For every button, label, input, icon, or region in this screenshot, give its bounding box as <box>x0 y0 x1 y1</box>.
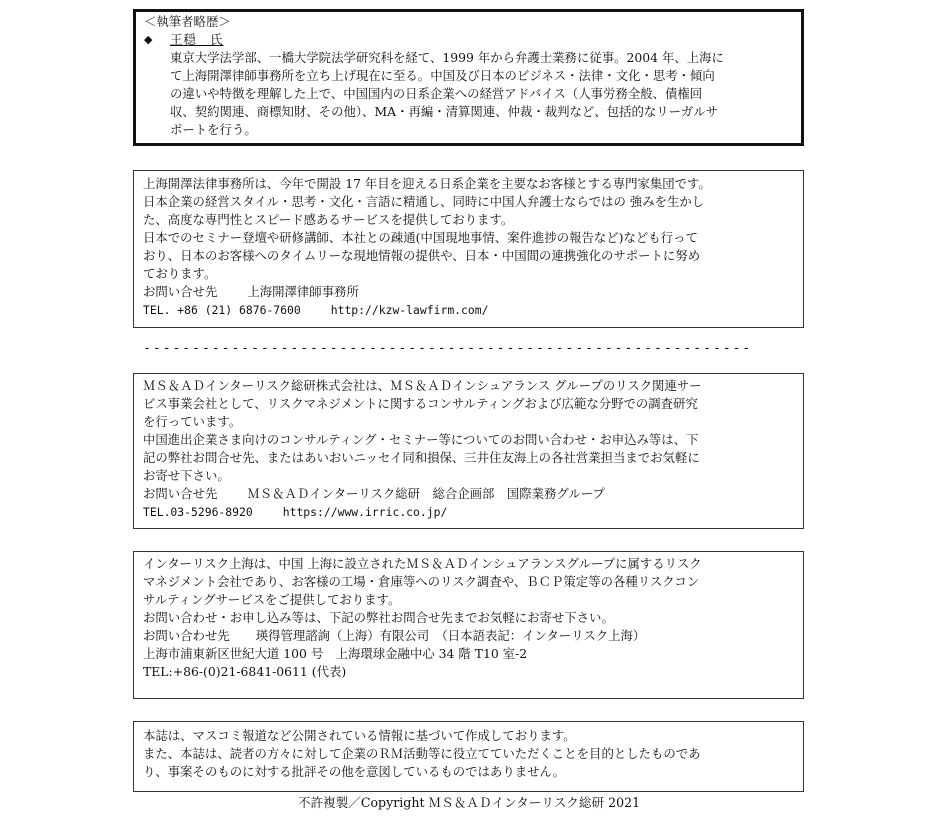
irric-url-link[interactable]: https://www.irric.co.jp/ <box>282 505 448 519</box>
irric-text-line: を行っています。 <box>143 414 242 429</box>
irs-contact-label: お問い合わせ先 <box>143 628 230 643</box>
kzw-contact-label: お問い合せ先 <box>143 284 218 299</box>
irs-text-line: サルティングサービスをご提供しております。 <box>143 592 401 607</box>
copyright-footer: 不許複製／Copyright ＭＳ＆ＡＤインターリスク総研 2021 <box>297 795 641 810</box>
dashed-divider: -------------------------------------------------------------- <box>143 343 753 355</box>
irric-tel: TEL.03-5296-8920 <box>143 505 253 519</box>
kzw-tel: TEL. +86 (21) 6876-7600 <box>143 303 301 317</box>
irric-text-line: ＭＳ＆ＡＤインターリスク総研株式会社は、ＭＳ＆ＡＤインシュアランス グループのリスク関連サー <box>143 378 702 393</box>
kzw-text-line: 日本でのセミナー登壇や研修講師、本社との疎通(中国現地事情、案件進捗の報告など)なども行って <box>143 230 698 245</box>
irs-contact <box>143 627 803 645</box>
disclaimer-line: また、本誌は、読者の方々に対して企業のＲＭ活動等に役立てていただくことを目的としたものであ <box>143 746 701 761</box>
irs-tel: TEL:+86-(0)21-6841-0611 (代表) <box>143 664 347 679</box>
diamond-bullet-icon: ◆ <box>144 33 153 46</box>
irs-contact-name: 瑛得管理諮詢（上海）有限公司 （日本語表記：インターリスク上海） <box>255 628 646 643</box>
kzw-tel-row <box>143 301 803 319</box>
author-name: 王穏 氏 <box>170 32 224 47</box>
irs-address: 上海市浦東新区世紀大道 100 号 上海環球金融中心 34 階 T10 室-2 <box>143 646 528 661</box>
irric-text-line: お寄せ下さい。 <box>143 468 230 483</box>
irric-contact-label: お問い合せ先 <box>143 486 218 501</box>
kzw-url-link[interactable]: http://kzw-lawfirm.com/ <box>330 303 489 317</box>
disclaimer-line: り、事案そのものに対する批評その他を意図しているものではありません。 <box>143 764 566 779</box>
author-bio-line: て上海開澤律師事務所を立ち上げ現在に至る。中国及び日本のビジネス・法律・文化・思考・傾向 <box>170 68 715 83</box>
irs-text-line: お問い合わせ・お申し込み等は、下記の弊社お問合せ先までお気軽にお寄せ下さい。 <box>143 610 614 625</box>
irric-contact <box>143 485 803 503</box>
irric-box <box>133 373 804 529</box>
kzw-text-line: 上海開澤法律事務所は、今年で開設 17 年目を迎える日系企業を主要なお客様とする専門家集団です。 <box>143 176 711 191</box>
kzw-contact <box>143 283 803 301</box>
author-bio-line: ポートを行う。 <box>170 122 257 137</box>
kzw-contact-name: 上海開澤律師事務所 <box>247 284 359 299</box>
kzw-text-line: おり、日本のお客様へのタイムリーな現地情報の提供や、日本・中国間の連携強化のサポートに努め <box>143 248 701 263</box>
kzw-text-line: た、高度な専門性とスピード感あるサービスを提供しております。 <box>143 212 514 227</box>
author-bio <box>144 49 801 139</box>
kzw-lawfirm-box <box>133 170 804 328</box>
disclaimer-line: 本誌は、マスコミ報道など公開されている情報に基づいて作成しております。 <box>143 728 576 743</box>
author-profile-box <box>133 9 804 146</box>
disclaimer-box <box>133 721 804 792</box>
irs-text-line: インターリスク上海は、中国 上海に設立されたＭＳ＆ＡＤインシュアランスグループに属するリスク <box>143 556 702 571</box>
irric-contact-name: ＭＳ＆ＡＤインターリスク総研 総合企画部 国際業務グループ <box>247 486 605 501</box>
irric-text-line: ビス事業会社として、リスクマネジメントに関するコンサルティングおよび広範な分野での調査研究 <box>143 396 698 411</box>
kzw-text-line: ております。 <box>143 266 217 281</box>
kzw-text-line: 日本企業の経営スタイル・思考・文化・言語に精通し、同時に中国人弁護士ならではの 強みを生かし <box>143 194 705 209</box>
author-bio-line: 収、契約関連、商標知財、その他）、MA・再編・清算関連、仲裁・裁判など、包括的なリーガルサ <box>170 104 718 119</box>
author-name-row <box>144 31 801 49</box>
author-bio-line: の違いや特徴を理解した上で、中国国内の日系企業への経営アドバイス（人事労務全般、債権回 <box>170 86 703 101</box>
interrisk-shanghai-box <box>133 551 804 699</box>
author-heading: ＜執筆者略歴＞ <box>144 14 231 29</box>
irric-text-line: 記の弊社お問合せ先、またはあいおいニッセイ同和損保、三井住友海上の各社営業担当までお気軽に <box>143 450 700 465</box>
irs-text-line: マネジメント会社であり、お客様の工場・倉庫等へのリスク調査や、ＢＣＰ策定等の各種リスクコン <box>143 574 700 589</box>
irric-tel-row <box>143 503 803 521</box>
irric-text-line: 中国進出企業さま向けのコンサルティング・セミナー等についてのお問い合わせ・お申込み等は、下 <box>143 432 699 447</box>
author-bio-line: 東京大学法学部、一橋大学院法学研究科を経て、1999 年から弁護士業務に従事。2004 年、上海に <box>170 50 724 65</box>
